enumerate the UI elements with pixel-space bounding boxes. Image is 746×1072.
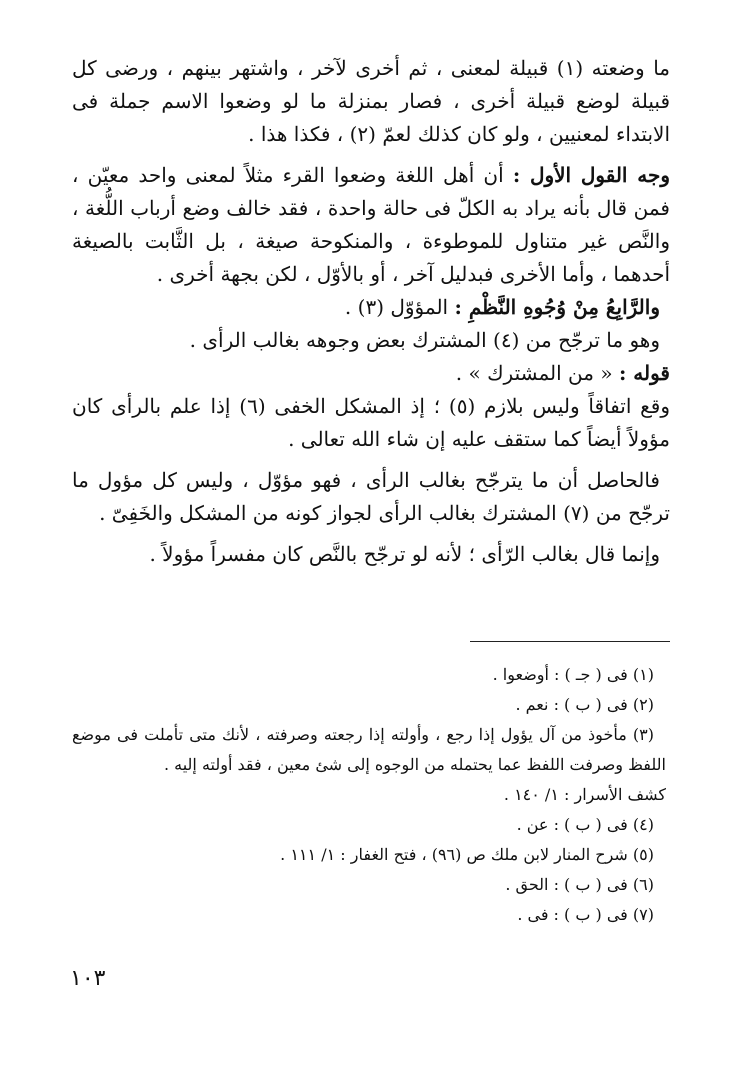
footnotes [72, 660, 666, 930]
paragraph-7: فالحاصل أن ما يترجّح بغالب الرأى ، فهو مؤوّل ، وليس كل مؤول ما ترجّح من (٧) المشترك بغالب الرأى لجواز كونه من المشكل والخَفِىّ . [72, 468, 670, 525]
paragraph-2-heading: وجه القول الأول : [512, 163, 670, 187]
footnote-divider [470, 641, 670, 642]
paragraph-2 [72, 159, 670, 291]
paragraph-1: ما وضعته (١) قبيلة لمعنى ، ثم أخرى لآخر ، واشتهر بينهم ، ورضى كل قبيلة لوضع قبيلة أخرى ، فصار بمنزلة ما لو وضعوا الاسم جملة فى الابتداء لمعنيين ، ولو كان كذلك لعمّ (٢) ، فكذا هذا . [72, 56, 670, 146]
main-text [72, 52, 670, 571]
footnote-2: (٢) فى ( ب ) : نعم . [515, 695, 654, 714]
paragraph-5-heading: قوله : [618, 361, 670, 385]
footnote-3-reference: كشف الأسرار : ١/ ١٤٠ . [503, 785, 666, 804]
paragraph-2-text: أن أهل اللغة وضعوا القرء مثلاً لمعنى واحد معيّن ، فمن قال بأنه يراد به الكلّ فى حالة واحدة ، فقد خالف وضع أرباب اللُّغة ، والنَّص غير متناول للموطوءة ، والمنكوحة صيغة ، بل الثَّابت بالصيغة أحدهما ، وأما الأخرى فبدليل آخر ، أو بالأوّل ، لكن بجهة أخرى . [72, 163, 670, 286]
footnote-7: (٧) فى ( ب ) : فى . [517, 905, 654, 924]
paragraph-6: وقع اتفاقاً وليس بلازم (٥) ؛ إذ المشكل الخفى (٦) إذا علم بالرأى كان مؤولاً أيضاً كما ستقف عليه إن شاء الله تعالى . [72, 394, 671, 451]
paragraph-8: وإنما قال بغالب الرّأى ؛ لأنه لو ترجّح بالنَّص كان مفسراً مؤولاً . [149, 542, 660, 566]
footnote-4: (٤) فى ( ب ) : عن . [516, 815, 654, 834]
paragraph-5-text: « من المشترك » . [455, 361, 619, 385]
paragraph-5 [72, 357, 670, 390]
footnote-1: (١) فى ( جـ ) : أوضعوا . [492, 665, 654, 684]
section-heading-muawwal: والرَّابِعُ مِنْ وُجُوهِ النَّظْمِ : [454, 295, 660, 319]
paragraph-3-text: المؤوّل (٣) . [344, 295, 455, 319]
paragraph-3 [72, 291, 670, 324]
footnote-5: (٥) شرح المنار لابن ملك ص (٩٦) ، فتح الغفار : ١/ ١١١ . [280, 845, 654, 864]
footnote-3: (٣) مأخوذ من آل يؤول إذا رجع ، وأولته إذا رجعته وصرفته ، لأنك متى تأملت فى موضع اللفظ وصرفت اللفظ عما يحتمله من الوجوه إلى شئ معين ، فقد أولته إليه . [72, 725, 666, 774]
paragraph-4: وهو ما ترجّح من (٤) المشترك بعض وجوهه بغالب الرأى . [189, 328, 660, 352]
footnote-6: (٦) فى ( ب ) : الحق . [505, 875, 654, 894]
page-number: ١٠٣ [70, 966, 106, 991]
